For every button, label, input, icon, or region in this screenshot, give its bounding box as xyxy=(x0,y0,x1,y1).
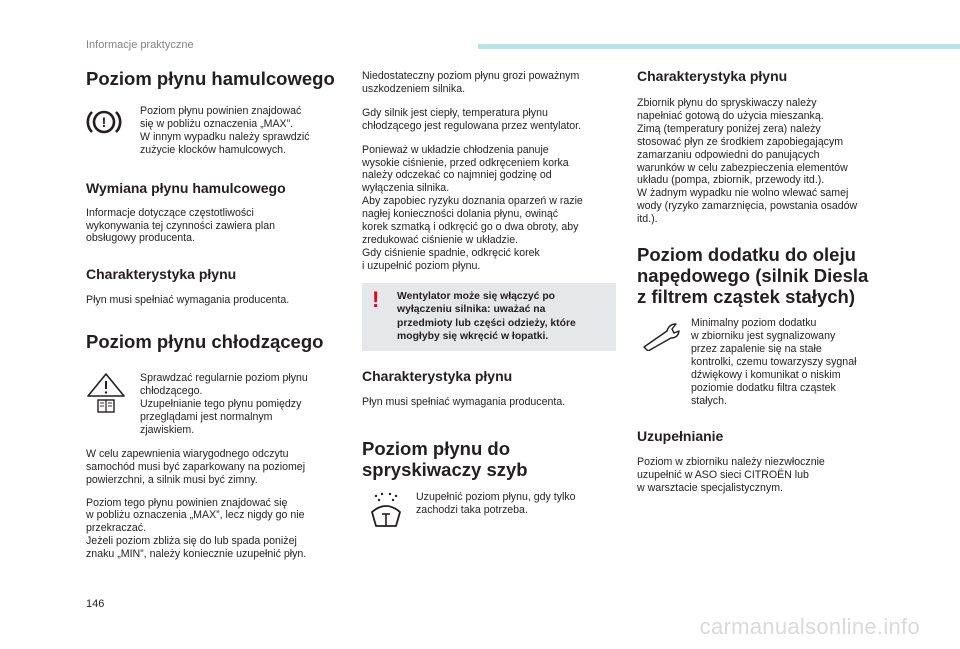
section-label: Informacje praktyczne xyxy=(86,39,194,51)
washer-block xyxy=(362,491,616,517)
brake-fluid-block xyxy=(86,105,342,157)
column-2 xyxy=(362,62,616,517)
watermark xyxy=(0,614,960,640)
brake-change-title: Wymiana płynu hamulcowego xyxy=(86,179,286,196)
coolant-paragraph-5: Ponieważ w układzie chłodzenia panuje wysokie ciśnienie, przed odkręceniem korka należy odczekać co najmniej godzinę od wyłączenia silnika. Aby zapobiec ryzyku doznania oparzeń w razie nagłej konieczności dolania płynu, owinąć korek szmatką i odkręcić go o dwa obroty, aby zredukować ciśnienie w układzie. Gdy ciśnienie spadnie, odkręcić korek i uzupełnić poziom płynu. xyxy=(362,143,583,272)
refill-title: Uzupełnianie xyxy=(637,428,724,445)
washer-title: Poziom płynu do spryskiwaczy szyb xyxy=(362,437,528,480)
warning-manual-icon xyxy=(86,372,126,419)
fan-warning-text: Wentylator może się włączyć po wyłączeniu silnika: uważać na przedmioty lub części odzieży, które mogłyby się wkręcić w łopatki. xyxy=(397,290,576,343)
brake-fluid-text: Poziom płynu powinien znajdować się w pobliżu oznaczenia „MAX”. W innym wypadku należy sprawdzić zużycie klocków hamulcowych. xyxy=(140,105,310,156)
washer-spec-text: Zbiornik płynu do spryskiwaczy należy napełniać gotową do użycia mieszanką. Zimą (temperatury poniżej zera) należy stosować płyn ze środkiem zapobiegającym zamarzaniu odpowiedni do panujących warunków w celu zabezpieczenia elementów układu (pompa, zbiornik, przewody itd.). W żadnym wypadku nie wolno wlewać samej wody (ryzyko zamarznięcia, powstania osadów itd.). xyxy=(637,97,858,226)
coolant-paragraph-1: W celu zapewnienia wiarygodnego odczytu samochód musi być zaparkowany na poziomej powierzchni, a silnik musi być zimny. xyxy=(86,447,306,486)
column-1 xyxy=(86,62,342,561)
fan-warning-box xyxy=(362,283,616,351)
svg-text:!: ! xyxy=(101,114,107,130)
watermark-text: carmanualsonline.info xyxy=(699,614,920,639)
brake-spec-title: Charakterystyka płynu xyxy=(86,266,237,283)
coolant-paragraph-4: Gdy silnik jest ciepły, temperatura płynu chłodzącego jest regulowana przez wentylator. xyxy=(362,106,582,132)
page-number: 146 xyxy=(86,598,105,610)
brake-warning-icon xyxy=(86,107,122,142)
section-bar xyxy=(478,44,960,49)
coolant-block xyxy=(86,372,342,437)
brake-fluid-title: Poziom płynu hamulcowego xyxy=(86,68,335,89)
column-3 xyxy=(637,62,891,495)
brake-spec-text: Płyn musi spełniać wymagania producenta. xyxy=(86,294,290,307)
coolant-title: Poziom płynu chłodzącego xyxy=(86,331,324,353)
coolant-spec-title: Charakterystyka płynu xyxy=(362,368,513,385)
additive-title: Poziom dodatku do oleju napędowego (silnik Diesla z filtrem cząstek stałych) xyxy=(637,244,869,308)
additive-block xyxy=(637,317,891,407)
coolant-paragraph-2: Poziom tego płynu powinien znajdować się w pobliżu oznaczenia „MAX”, lecz nigdy go nie przekraczać. Jeżeli poziom zbliża się do lub spada poniżej znaku „MIN”, należy koniecznie uzupełnić płyn. xyxy=(86,496,307,561)
brake-change-text: Informacje dotyczące częstotliwości wykonywania tej czynności zawiera plan obsługowy producenta. xyxy=(86,206,276,245)
washer-fluid-icon xyxy=(366,492,406,535)
warning-exclamation-icon: ! xyxy=(372,286,380,312)
coolant-text: Sprawdzać regularnie poziom płynu chłodzącego. Uzupełnianie tego płynu pomiędzy przeglądami jest normalnym zjawiskiem. xyxy=(140,372,308,436)
additive-text: Minimalny poziom dodatku w zbiorniku jest sygnalizowany przez zapalenie się na stałe kontrolki, czemu towarzyszy sygnał dźwiękowy i komunikat o niskim poziomie dodatku filtra cząstek stałych. xyxy=(691,317,857,407)
wrench-icon xyxy=(641,321,683,356)
coolant-paragraph-3: Niedostateczny poziom płynu grozi poważnym uszkodzeniem silnika. xyxy=(362,70,580,95)
refill-text: Poziom w zbiorniku należy niezwłocznie uzupełnić w ASO sieci CITROËN lub w warsztacie specjalistycznym. xyxy=(637,456,825,495)
washer-spec-title: Charakterystyka płynu xyxy=(637,68,788,84)
washer-text: Uzupełnić poziom płynu, gdy tylko zachodzi taka potrzeba. xyxy=(416,490,576,516)
coolant-spec-text: Płyn musi spełniać wymagania producenta. xyxy=(362,396,566,409)
